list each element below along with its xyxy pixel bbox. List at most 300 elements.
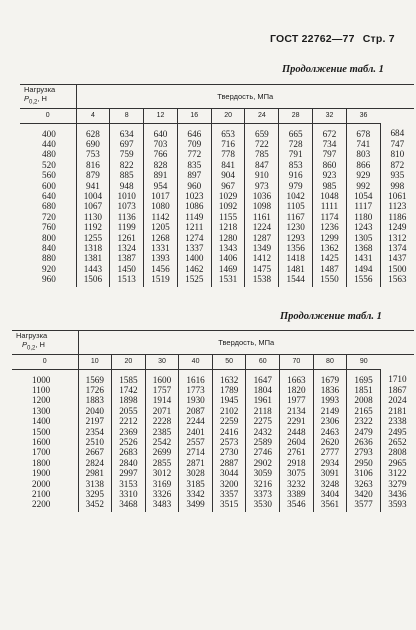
table-cell: 3515 [212,499,246,511]
table-cell: 1836 [313,385,347,395]
table-cell: 860 [313,160,347,170]
table-cell: 910 [245,170,279,180]
table-cell: 816 [76,160,110,170]
table-cell: 3075 [280,468,314,478]
table-cell: 1663 [280,369,314,385]
hardness-column-header: 50 [212,354,246,369]
table2-header-row [12,331,414,355]
table-cell: 1977 [280,395,314,405]
table-cell: 1186 [380,212,414,222]
table1 [20,84,414,287]
hardness-column-header: 16 [177,108,211,123]
load-value: 2000 [32,478,51,489]
table1-continuation-caption: Продолжение табл. 1 [282,64,384,75]
table-cell: 3452 [78,499,112,511]
table-cell: 2887 [212,458,246,468]
table-cell: 3012 [145,468,179,478]
table-cell: 2793 [347,447,381,457]
table-cell: 709 [177,139,211,149]
table-cell: 1757 [145,385,179,395]
table-cell: 1192 [76,222,110,232]
table-cell: 1851 [347,385,381,395]
table1-column-header-row [20,108,414,123]
table-cell: 3483 [145,499,179,511]
table-cell: 1155 [211,212,245,222]
table-row [12,479,414,489]
table-cell: 2432 [246,427,280,437]
table-cell: 3593 [380,499,414,511]
table-cell: 1362 [313,243,347,253]
table-cell: 728 [279,139,313,149]
table-cell: 960 [177,181,211,191]
hardness-column-header: 80 [313,354,347,369]
table-row [12,468,414,478]
table-row [12,489,414,499]
table-cell: 1337 [177,243,211,253]
table-row [12,385,414,395]
table-cell: 3185 [179,479,213,489]
table-cell: 1280 [211,233,245,243]
load-value: 920 [42,263,56,274]
table-cell: 1161 [245,212,279,222]
table-cell: 640 [144,123,178,139]
load-value: 1700 [32,447,51,458]
table-cell: 1136 [110,212,144,222]
table-cell: 2495 [380,427,414,437]
table-cell: 2950 [347,458,381,468]
hardness-column-header: 28 [279,108,313,123]
load-value: 520 [42,159,56,170]
table-cell: 1092 [211,201,245,211]
table-cell: 3153 [112,479,146,489]
table-cell: 1017 [144,191,178,201]
table-cell: 1318 [76,243,110,253]
load-label-word: Нагрузка [16,331,48,340]
table-cell: 1961 [246,395,280,405]
table-cell: 1073 [110,201,144,211]
table-cell: 1305 [346,233,380,243]
table-cell: 703 [144,139,178,149]
load-value: 440 [42,138,56,149]
table-cell: 2777 [313,447,347,457]
table-cell: 1425 [313,253,347,263]
table-cell: 1804 [246,385,280,395]
table-cell: 659 [245,123,279,139]
table-cell: 841 [211,160,245,170]
table-row [12,406,414,416]
table-cell: 1462 [177,264,211,274]
table-row [12,499,414,511]
table-cell: 665 [279,123,313,139]
table-cell: 2040 [78,406,112,416]
table-cell: 891 [144,170,178,180]
table-cell: 1111 [313,201,347,211]
table2-load-label [12,331,78,355]
table-cell: 1374 [380,243,414,253]
table-cell: 3263 [347,479,381,489]
hardness-column-header: 40 [179,354,213,369]
table-cell: 897 [177,170,211,180]
hardness-column-header: 32 [313,108,347,123]
table-row [20,222,414,232]
table-cell: 1098 [245,201,279,211]
table-cell: 1525 [177,274,211,286]
standard-code: ГОСТ 22762—77 [270,33,355,45]
load-label-subscript: 0,2 [29,99,38,106]
table-cell: 791 [279,149,313,159]
load-value: 1900 [32,468,51,479]
table-cell: 1324 [110,243,144,253]
table-cell: 690 [76,139,110,149]
load-label-unit: , Н [35,340,45,349]
table-cell: 1174 [313,212,347,222]
load-value: 640 [42,190,56,201]
table1-load-label [20,85,76,109]
table-cell: 2306 [313,416,347,426]
table-cell: 872 [380,160,414,170]
load-value: 2200 [32,499,51,510]
load-value: 720 [42,211,56,222]
table-cell: 1010 [110,191,144,201]
load-label-symbol: P [24,94,30,103]
table-cell: 1312 [380,233,414,243]
table-cell: 2008 [347,395,381,405]
table-cell: 3499 [179,499,213,511]
table-cell: 2965 [380,458,414,468]
table-row [12,427,414,437]
table-cell: 948 [110,181,144,191]
table-cell: 3232 [280,479,314,489]
table-cell: 941 [76,181,110,191]
table-cell: 904 [211,170,245,180]
table-cell: 1061 [380,191,414,201]
table-cell: 2275 [246,416,280,426]
table-cell: 634 [110,123,144,139]
table-cell: 1550 [313,274,347,286]
table-cell: 1538 [245,274,279,286]
table-cell: 2149 [313,406,347,416]
table-cell: 1494 [346,264,380,274]
table-cell: 1356 [279,243,313,253]
table-cell: 1117 [346,201,380,211]
table-cell: 1632 [212,369,246,385]
table-cell: 1123 [380,201,414,211]
table-row [20,233,414,243]
table-cell: 1898 [112,395,146,405]
table-cell: 810 [380,149,414,159]
table-cell: 2557 [179,437,213,447]
table-cell: 967 [211,181,245,191]
table-cell: 1945 [212,395,246,405]
table-cell: 1274 [177,233,211,243]
table-cell: 1481 [279,264,313,274]
table2-hardness-label: Твердость, МПа [78,331,414,355]
table-cell: 3436 [380,489,414,499]
table-cell: 2244 [179,416,213,426]
table-cell: 1475 [245,264,279,274]
table-cell: 2840 [112,458,146,468]
table-cell: 753 [76,149,110,159]
table-cell: 1167 [279,212,313,222]
table-cell: 1616 [179,369,213,385]
table-cell: 2871 [179,458,213,468]
table-cell: 1299 [313,233,347,243]
table-cell: 929 [346,170,380,180]
table-cell: 853 [279,160,313,170]
table-cell: 1556 [346,274,380,286]
load-value: 680 [42,201,56,212]
table-cell: 1036 [245,191,279,201]
table-cell: 1531 [211,274,245,286]
table2 [12,330,414,512]
table-cell: 1054 [346,191,380,201]
table-cell: 1349 [245,243,279,253]
table-cell: 3389 [280,489,314,499]
table-row [20,160,414,170]
table-cell: 3404 [313,489,347,499]
table-cell: 3561 [313,499,347,511]
table-cell: 2855 [145,458,179,468]
table-cell: 1585 [112,369,146,385]
load-value: 1800 [32,457,51,468]
table-cell: 2212 [112,416,146,426]
load-value: 880 [42,253,56,264]
table-row [12,458,414,468]
table-cell: 1268 [144,233,178,243]
table-cell: 1450 [110,264,144,274]
table-cell: 2197 [78,416,112,426]
table-cell: 3169 [145,479,179,489]
table-cell: 1086 [177,201,211,211]
table-cell: 1544 [279,274,313,286]
table-cell: 1130 [76,212,110,222]
table-cell: 1023 [177,191,211,201]
table-cell: 628 [76,123,110,139]
load-value: 600 [42,180,56,191]
load-value: 1000 [32,374,51,385]
table-cell: 2573 [212,437,246,447]
table-cell: 2620 [313,437,347,447]
table-cell: 1506 [76,274,110,286]
table-cell: 2636 [347,437,381,447]
table-cell: 2981 [78,468,112,478]
table-cell: 3420 [347,489,381,499]
table-cell: 3342 [179,489,213,499]
table-cell: 678 [346,123,380,139]
table-cell: 1456 [144,264,178,274]
table-cell: 3106 [347,468,381,478]
table-cell: 716 [211,139,245,149]
table-cell: 1679 [313,369,347,385]
table-cell: 3373 [246,489,280,499]
table-cell: 2181 [380,406,414,416]
table-cell: 772 [177,149,211,159]
table-cell: 1243 [346,222,380,232]
table-cell: 3310 [112,489,146,499]
load-value: 760 [42,222,56,233]
table-cell: 734 [313,139,347,149]
load-value: 1400 [32,416,51,427]
table-cell: 954 [144,181,178,191]
table-cell: 1393 [144,253,178,263]
table-cell: 2338 [380,416,414,426]
table-cell: 1437 [380,253,414,263]
table-cell: 1406 [211,253,245,263]
table-cell: 3200 [212,479,246,489]
table-cell: 766 [144,149,178,159]
table-row [20,243,414,253]
table-cell: 1080 [144,201,178,211]
table-cell: 1218 [211,222,245,232]
table-cell: 1695 [347,369,381,385]
table-cell: 1287 [245,233,279,243]
table-cell: 785 [245,149,279,159]
table-cell: 2291 [280,416,314,426]
table2-column-header-row [12,354,414,369]
table-cell: 3044 [212,468,246,478]
table-cell: 1029 [211,191,245,201]
table-cell: 2228 [145,416,179,426]
table-row [20,253,414,263]
table-row [12,416,414,426]
table-cell: 1789 [212,385,246,395]
table-cell: 2134 [280,406,314,416]
load-value: 1600 [32,436,51,447]
table-cell: 2902 [246,458,280,468]
table-row [20,170,414,180]
load-value: 1500 [32,426,51,437]
table-cell: 2322 [347,416,381,426]
hardness-column-header: 4 [76,108,110,123]
table-cell: 1224 [245,222,279,232]
load-label-word: Нагрузка [24,85,56,94]
load-label-unit: , Н [37,94,47,103]
table-cell: 1867 [380,385,414,395]
table-cell: 2071 [145,406,179,416]
table-cell: 1149 [177,212,211,222]
table-cell: 1381 [76,253,110,263]
table-cell: 2542 [145,437,179,447]
table-cell: 684 [380,123,414,139]
table-cell: 1293 [279,233,313,243]
table-cell: 835 [177,160,211,170]
table-cell: 2102 [212,406,246,416]
table-cell: 1647 [246,369,280,385]
hardness-column-header: 24 [245,108,279,123]
table-cell: 1443 [76,264,110,274]
table-cell: 1742 [112,385,146,395]
table-cell: 2699 [145,447,179,457]
table-cell: 2604 [280,437,314,447]
table-cell: 923 [313,170,347,180]
table-cell: 1199 [110,222,144,232]
table-row [20,149,414,159]
load-value: 800 [42,232,56,243]
table-cell: 1255 [76,233,110,243]
table-cell: 3059 [246,468,280,478]
table-row [20,123,414,139]
table-cell: 1993 [313,395,347,405]
table-cell: 992 [346,181,380,191]
table-cell: 1469 [211,264,245,274]
hardness-column-header: 20 [112,354,146,369]
table-cell: 3279 [380,479,414,489]
load-value: 400 [42,128,56,139]
table-cell: 866 [346,160,380,170]
table-cell: 1387 [110,253,144,263]
table-cell: 747 [380,139,414,149]
table-cell: 935 [380,170,414,180]
table-cell: 2416 [212,427,246,437]
table-cell: 2354 [78,427,112,437]
table-cell: 2463 [313,427,347,437]
table-cell: 3468 [112,499,146,511]
load-value: 1100 [32,384,51,395]
hardness-column-header: 70 [280,354,314,369]
hardness-column-header: 36 [346,108,380,123]
table-cell: 2510 [78,437,112,447]
table-cell: 2526 [112,437,146,447]
table-cell: 1105 [279,201,313,211]
load-value: 960 [42,274,56,285]
hardness-column-header: 30 [145,354,179,369]
table-cell: 1211 [177,222,211,232]
table-cell: 1400 [177,253,211,263]
table-cell: 2652 [380,437,414,447]
table-cell: 2589 [246,437,280,447]
table-cell: 1067 [76,201,110,211]
table-row [20,191,414,201]
table-cell: 697 [110,139,144,149]
hardness-column-header: 20 [211,108,245,123]
table-cell: 2055 [112,406,146,416]
table-cell: 3138 [78,479,112,489]
table-cell: 1820 [280,385,314,395]
table-cell: 1500 [380,264,414,274]
table-row [12,437,414,447]
table-row [20,139,414,149]
table-cell: 3295 [78,489,112,499]
table-row [20,181,414,191]
table-cell: 3357 [212,489,246,499]
table-cell: 722 [245,139,279,149]
hardness-column-header: 90 [347,354,381,369]
table-cell: 1563 [380,274,414,286]
table-row [12,447,414,457]
table2-continuation-caption: Продолжение табл. 1 [280,311,382,322]
table-cell: 1914 [145,395,179,405]
table-cell: 1230 [279,222,313,232]
table-cell: 1431 [346,253,380,263]
table-cell: 1569 [78,369,112,385]
table-cell: 1331 [144,243,178,253]
table-cell: 1249 [380,222,414,232]
table-cell: 879 [76,170,110,180]
page-header [270,33,395,45]
table-cell: 653 [211,123,245,139]
page-number: Стр. 7 [362,33,395,45]
table-cell: 2118 [246,406,280,416]
load-label-symbol: P [22,340,28,349]
table-cell: 2824 [78,458,112,468]
table1-hardness-label: Твердость, МПа [76,85,414,109]
table-cell: 885 [110,170,144,180]
table-cell: 2730 [212,447,246,457]
table-cell: 1418 [279,253,313,263]
table-cell: 1773 [179,385,213,395]
table-row [20,212,414,222]
load-value: 1300 [32,405,51,416]
